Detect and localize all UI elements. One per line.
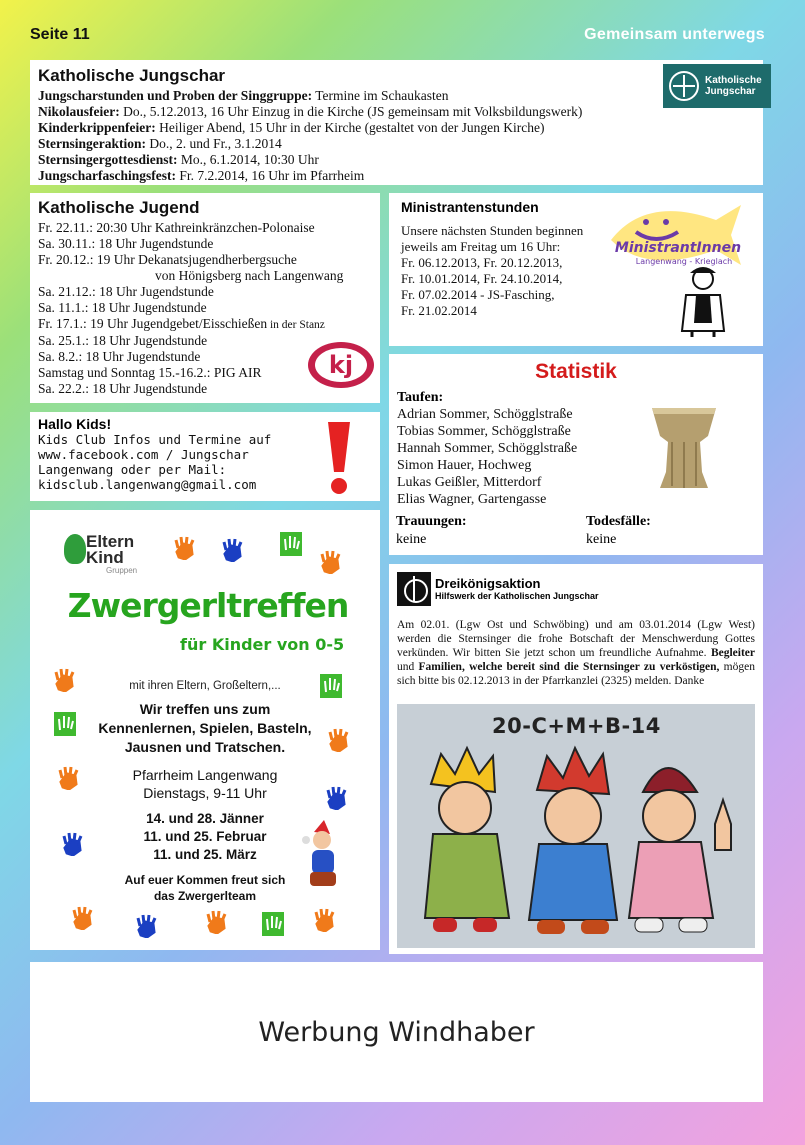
zwerg-closing: Auf euer Kommen freut sich das Zwergerlteam xyxy=(124,873,286,903)
jungschar-line: Jungscharfaschingsfest: Fr. 7.2.2014, 16 Uhr im Pfarrheim xyxy=(38,168,365,183)
hand-print-icon xyxy=(262,912,284,936)
taufen-label: Taufen: xyxy=(397,390,444,405)
ministranten-lines: Unsere nächsten Stunden beginnen jeweils am Freitag um 16 Uhr: Fr. 06.12.2013, Fr. 20.12.2013, Fr. 10.01.2014, Fr. 24.10.2014, Fr. 07.02.2014 - JS-Fasching, Fr. 21.02.2014 xyxy=(401,223,584,318)
hand-print-icon xyxy=(54,668,76,692)
todesfaelle: Todesfälle: keine xyxy=(586,514,651,547)
hand-print-icon xyxy=(174,536,196,560)
zwerg-activities: Wir treffen uns zum Kennenlernen, Spielen, Basteln, Jausnen und Tratschen. xyxy=(98,701,312,755)
zwerg-title: Zwergerltreffen xyxy=(67,586,349,625)
dwarf-figure-icon xyxy=(300,820,342,892)
jungschar-box xyxy=(30,60,763,185)
zwergerltreffen-flyer xyxy=(30,510,380,950)
hand-print-icon xyxy=(320,550,342,574)
trauungen: Trauungen: keine xyxy=(396,514,467,547)
jugend-title: Katholische Jugend xyxy=(38,198,200,217)
dka-logo-icon xyxy=(397,572,431,606)
jungschar-line: Kinderkrippenfeier: Heiliger Abend, 15 Uhr in der Kirche (gestaltet von der Jungen Kirche) xyxy=(38,120,545,135)
dka-title: Dreikönigsaktion xyxy=(435,576,541,591)
dreikoenigsaktion-box xyxy=(389,564,763,954)
zwerg-dates: 14. und 28. Jänner 11. und 25. Februar 11. und 25. März xyxy=(143,811,267,862)
jungschar-symbol-icon xyxy=(669,71,699,101)
zwerg-audience: mit ihren Eltern, Großeltern,... xyxy=(129,680,281,692)
hand-print-icon xyxy=(54,712,76,736)
jungschar-line: Jungscharstunden und Proben der Singgruppe: Termine im Schaukasten xyxy=(38,88,449,103)
jungschar-line: Sternsingergottesdienst: Mo., 6.1.2014, 10:30 Uhr xyxy=(38,152,319,167)
hand-print-icon xyxy=(206,910,228,934)
zwerg-subtitle: für Kinder von 0-5 xyxy=(180,635,345,654)
taufen-list: Adrian Sommer, Schögglstraße Tobias Sommer, Schögglstraße Hannah Sommer, Schögglstraße Simon Hauer, Hochweg Lukas Geißler, Mitterdorf Elias Wagner, Gartengasse xyxy=(397,407,578,507)
exclamation-icon xyxy=(322,420,356,496)
ministranten-logo xyxy=(606,200,746,275)
section-title: Gemeinsam unterwegs xyxy=(584,26,765,43)
jungschar-line: Sternsingeraktion: Do., 2. und Fr., 3.1.2014 xyxy=(38,136,282,151)
svg-text:Langenwang - Krieglach: Langenwang - Krieglach xyxy=(635,257,733,266)
hand-print-icon xyxy=(136,914,158,938)
hand-print-icon xyxy=(326,786,348,810)
jungschar-logo: Katholische Jungschar xyxy=(663,64,771,108)
svg-text:kj: kj xyxy=(328,351,354,379)
hand-print-icon xyxy=(314,908,336,932)
baptismal-font-image xyxy=(650,402,718,492)
ministrant-figure-icon xyxy=(678,265,728,337)
page-number: Seite 11 xyxy=(30,26,90,43)
hand-print-icon xyxy=(62,832,84,856)
statistik-title: Statistik xyxy=(535,360,617,383)
advertisement-text: Werbung Windhaber xyxy=(258,1016,535,1048)
chalk-blessing: 20-C+M+B-14 xyxy=(492,714,661,738)
hand-print-icon xyxy=(320,674,342,698)
hand-print-icon xyxy=(328,728,350,752)
jungschar-line: Nikolausfeier: Do., 5.12.2013, 16 Uhr Einzug in die Kirche (JS gemeinsam mit Volksbildungswerk) xyxy=(38,104,583,119)
dka-subtitle: Hilfswerk der Katholischen Jungschar xyxy=(435,591,599,601)
eltern-kind-logo: Eltern Kind Gruppen xyxy=(64,534,137,575)
three-kings-cartoon xyxy=(397,704,755,948)
kids-title: Hallo Kids! xyxy=(38,416,112,432)
hand-print-icon xyxy=(280,532,302,556)
kids-lines: Kids Club Infos und Termine auf www.facebook.com / Jungschar Langenwang oder per Mail: kidsclub.langenwang@gmail.com xyxy=(38,432,272,492)
ministranten-title: Ministrantenstunden xyxy=(401,199,539,215)
svg-text:MinistrantInnen: MinistrantInnen xyxy=(614,240,742,256)
jugend-lines: Fr. 22.11.: 20:30 Uhr Kathreinkränzchen-Polonaise Sa. 30.11.: 18 Uhr Jugendstunde Fr. 20.12.: 19 Uhr Dekanatsjugendherbergsuche von Hönigsberg nach Langenwang Sa. 21.12.: 18 Uhr Jugendstunde Sa. 11.1.: 18 Uhr Jugendstunde Fr. 17.1.: 19 Uhr Jugendgebet/Eisschießen in der Stanz Sa. 25.1.: 18 Uhr Jugendstunde Sa. 8.2.: 18 Uhr Jugendstunde Samstag und Sonntag 15.-16.2.: PIG AIR Sa. 22.2.: 18 Uhr Jugendstunde xyxy=(38,220,344,396)
sternsinger-illustration xyxy=(397,704,755,948)
advertisement-box xyxy=(30,962,763,1102)
zwerg-location: Pfarrheim Langenwang Dienstags, 9-11 Uhr xyxy=(132,767,278,801)
tree-icon xyxy=(64,534,86,564)
hand-print-icon xyxy=(72,906,94,930)
kj-logo xyxy=(306,340,376,390)
jungschar-lines xyxy=(38,88,755,184)
dka-text: Am 02.01. (Lgw Ost und Schwöbing) und am 03.01.2014 (Lgw West) werden die Sternsinger die frohe Botschaft der Menschwerdung Gottes verkünden. Wir bitten Sie jetzt schon um freundliche Aufnahme. Begleiter und Familien, welche bereit sind die Sternsinger zu verköstigen, mögen sich bitte bis 02.12.2013 in der Pfarrkanzlei (2325) melden. Danke xyxy=(397,619,755,687)
hand-print-icon xyxy=(58,766,80,790)
hand-print-icon xyxy=(222,538,244,562)
jungschar-title: Katholische Jungschar xyxy=(38,66,226,85)
